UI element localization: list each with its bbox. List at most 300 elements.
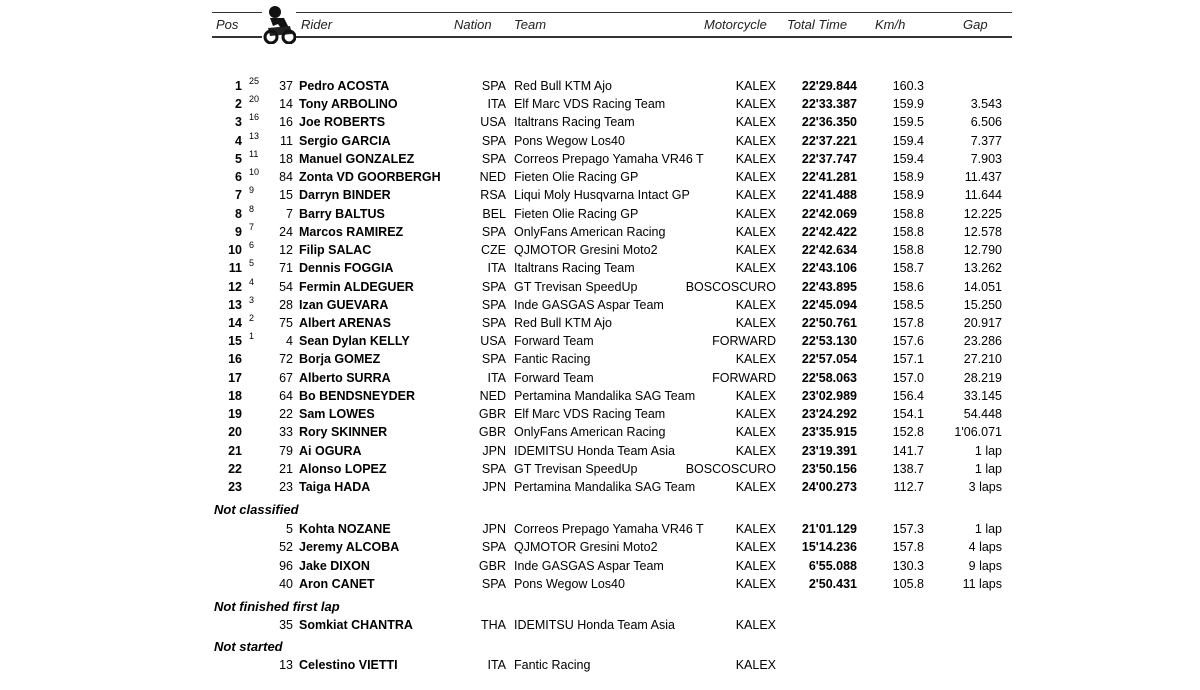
cell-motorcycle: KALEX: [735, 115, 776, 130]
cell-gap: 20.917: [963, 315, 1002, 330]
cell-rider-number: 64: [279, 388, 293, 403]
header-gap: Gap: [963, 17, 988, 32]
cell-motorcycle: KALEX: [735, 206, 776, 221]
cell-rider-name: Jake DIXON: [299, 558, 370, 573]
cell-rider-name: Izan GUEVARA: [299, 297, 389, 312]
not-classified-heading: Not classified: [214, 502, 299, 517]
cell-team-name: Red Bull KTM Ajo: [514, 79, 612, 93]
cell-motorcycle: KALEX: [735, 576, 776, 591]
cell-speed-kmh: 157.1: [892, 352, 924, 367]
cell-speed-kmh: 156.4: [892, 388, 924, 403]
table-row: [0, 312, 1200, 331]
cell-nation: SPA: [481, 461, 506, 476]
cell-points: 8: [249, 203, 255, 214]
table-row: [0, 370, 1200, 386]
cell-speed-kmh: 158.8: [892, 224, 924, 239]
cell-points: 20: [249, 94, 260, 105]
cell-nation: JPN: [482, 443, 506, 458]
cell-motorcycle: KALEX: [735, 558, 776, 573]
cell-gap: 12.790: [963, 243, 1002, 258]
cell-rider-number: 33: [279, 425, 293, 440]
cell-gap: 3 laps: [968, 480, 1002, 495]
cell-speed-kmh: 130.3: [892, 558, 924, 573]
cell-speed-kmh: 158.6: [892, 279, 924, 294]
cell-position: 13: [228, 297, 242, 312]
cell-speed-kmh: 112.7: [893, 480, 924, 495]
cell-points: 13: [249, 130, 260, 141]
cell-team-name: Liqui Moly Husqvarna Intact GP: [514, 188, 690, 203]
cell-motorcycle: BOSCOSCURO: [685, 461, 776, 476]
cell-team-name: Correos Prepago Yamaha VR46 T: [514, 522, 704, 536]
cell-speed-kmh: 157.3: [892, 522, 924, 536]
cell-rider-number: 84: [279, 170, 293, 185]
cell-gap: 13.262: [963, 261, 1002, 276]
cell-total-time: 22'33.387: [801, 97, 857, 112]
cell-nation: ITA: [487, 97, 506, 112]
cell-total-time: 22'43.895: [801, 279, 857, 294]
cell-total-time: 22'41.488: [801, 188, 857, 203]
table-row: [0, 539, 1200, 555]
cell-team-name: Pertamina Mandalika SAG Team: [514, 480, 696, 495]
cell-points: 16: [249, 112, 260, 123]
cell-rider-name: Sam LOWES: [299, 407, 375, 422]
cell-gap: 4 laps: [968, 540, 1002, 555]
header-pos: Pos: [216, 17, 239, 32]
cell-rider-number: 71: [279, 261, 293, 276]
cell-position: 11: [228, 261, 242, 276]
cell-total-time: 22'42.422: [801, 224, 857, 239]
cell-gap: 3.543: [970, 97, 1002, 112]
cell-motorcycle: FORWARD: [712, 334, 776, 349]
table-row: [0, 203, 1200, 222]
cell-nation: SPA: [481, 151, 506, 166]
cell-points: 9: [249, 185, 255, 196]
cell-rider-name: Zonta VD GOORBERGH: [299, 170, 441, 185]
cell-team-name: Red Bull KTM Ajo: [514, 315, 612, 330]
header-bottom-rule: [212, 36, 1012, 38]
cell-motorcycle: KALEX: [735, 352, 776, 367]
cell-nation: SPA: [481, 297, 506, 312]
cell-rider-number: 15: [279, 188, 293, 203]
cell-motorcycle: KALEX: [735, 261, 776, 276]
header-rider: Rider: [301, 17, 333, 32]
cell-total-time: 22'43.106: [801, 261, 857, 276]
table-row: [0, 558, 1200, 574]
cell-rider-number: 52: [279, 540, 293, 555]
cell-rider-name: Marcos RAMIREZ: [299, 224, 404, 239]
cell-speed-kmh: 158.9: [892, 188, 924, 203]
cell-speed-kmh: 154.1: [892, 407, 924, 422]
cell-motorcycle: KALEX: [735, 133, 776, 148]
cell-rider-name: Taiga HADA: [299, 480, 371, 495]
cell-rider-number: 13: [279, 658, 293, 672]
cell-gap: 33.145: [963, 388, 1002, 403]
cell-rider-name: Somkiat CHANTRA: [299, 618, 413, 632]
cell-total-time: 23'19.391: [801, 443, 857, 458]
cell-team-name: GT Trevisan SpeedUp: [514, 279, 638, 294]
cell-rider-number: 18: [279, 151, 293, 166]
cell-gap: 28.219: [963, 370, 1002, 385]
cell-points: 6: [249, 240, 255, 251]
table-row: [0, 187, 1200, 203]
table-row: [0, 479, 1200, 495]
cell-position: 12: [228, 279, 242, 294]
cell-speed-kmh: 157.8: [892, 315, 924, 330]
cell-rider-name: Jeremy ALCOBA: [299, 540, 400, 555]
cell-motorcycle: KALEX: [735, 170, 776, 185]
cell-total-time: 15'14.236: [801, 540, 857, 555]
cell-motorcycle: KALEX: [735, 79, 776, 93]
cell-rider-name: Manuel GONZALEZ: [299, 151, 415, 166]
cell-total-time: 22'42.634: [801, 243, 857, 258]
cell-speed-kmh: 158.7: [892, 261, 924, 276]
cell-team-name: Forward Team: [514, 370, 594, 385]
cell-rider-number: 67: [279, 370, 293, 385]
cell-motorcycle: KALEX: [735, 443, 776, 458]
cell-speed-kmh: 141.7: [892, 443, 924, 458]
cell-position: 21: [228, 443, 242, 458]
cell-motorcycle: KALEX: [735, 224, 776, 239]
cell-position: 17: [228, 370, 242, 385]
table-row: [0, 260, 1200, 276]
cell-speed-kmh: 159.4: [892, 133, 924, 148]
cell-nation: SPA: [481, 315, 506, 330]
cell-rider-number: 96: [279, 558, 293, 573]
table-row: [0, 96, 1200, 112]
cell-total-time: 22'37.747: [801, 151, 857, 166]
cell-nation: SPA: [481, 352, 506, 367]
cell-rider-name: Alberto SURRA: [299, 370, 391, 385]
cell-speed-kmh: 158.8: [892, 243, 924, 258]
cell-rider-name: Ai OGURA: [299, 443, 362, 458]
cell-nation: NED: [479, 388, 506, 403]
cell-rider-number: 54: [279, 279, 293, 294]
cell-rider-name: Barry BALTUS: [299, 206, 385, 221]
cell-position: 16: [228, 352, 242, 367]
cell-position: 18: [228, 388, 242, 403]
cell-points: 4: [249, 276, 255, 287]
cell-nation: USA: [480, 334, 506, 349]
table-row: [0, 521, 1200, 537]
cell-position: 20: [228, 425, 242, 440]
cell-team-name: Pertamina Mandalika SAG Team: [514, 388, 696, 403]
cell-total-time: 22'50.761: [801, 315, 857, 330]
cell-motorcycle: BOSCOSCURO: [685, 279, 776, 294]
cell-nation: USA: [480, 115, 506, 130]
cell-rider-number: 22: [279, 407, 293, 422]
table-row: [0, 221, 1200, 240]
cell-speed-kmh: 159.5: [892, 115, 924, 130]
cell-team-name: Italtrans Racing Team: [514, 261, 635, 276]
cell-team-name: GT Trevisan SpeedUp: [514, 461, 638, 476]
cell-motorcycle: KALEX: [735, 243, 776, 258]
cell-gap: 54.448: [963, 407, 1002, 422]
cell-nation: SPA: [481, 224, 506, 239]
cell-position: 1: [235, 79, 242, 93]
cell-rider-name: Darryn BINDER: [299, 188, 391, 203]
cell-nation: THA: [481, 618, 506, 632]
cell-position: 8: [235, 206, 242, 221]
cell-motorcycle: KALEX: [735, 540, 776, 555]
motorcycle-rider-icon: [262, 4, 296, 44]
cell-gap: 27.210: [963, 352, 1002, 367]
cell-total-time: 22'58.063: [801, 370, 857, 385]
cell-nation: RSA: [480, 188, 506, 203]
cell-speed-kmh: 157.0: [892, 370, 924, 385]
cell-nation: BEL: [482, 206, 506, 221]
cell-total-time: 23'02.989: [801, 388, 857, 403]
cell-gap: 1 lap: [974, 461, 1002, 476]
cell-motorcycle: KALEX: [735, 297, 776, 312]
cell-motorcycle: KALEX: [735, 522, 776, 536]
cell-team-name: Pons Wegow Los40: [514, 133, 625, 148]
table-row: [0, 114, 1200, 130]
table-row: [0, 461, 1200, 477]
cell-motorcycle: KALEX: [735, 151, 776, 166]
cell-rider-name: Tony ARBOLINO: [299, 97, 398, 112]
cell-nation: SPA: [481, 79, 506, 93]
cell-total-time: 22'45.094: [801, 297, 857, 312]
table-row: [0, 388, 1200, 404]
cell-nation: JPN: [482, 480, 506, 495]
cell-motorcycle: KALEX: [735, 618, 776, 632]
cell-nation: CZE: [481, 243, 506, 258]
table-row: [0, 276, 1200, 295]
cell-gap: 9 laps: [968, 558, 1002, 573]
cell-rider-name: Joe ROBERTS: [299, 115, 386, 130]
cell-motorcycle: KALEX: [735, 315, 776, 330]
not-started-heading: Not started: [214, 639, 283, 654]
cell-total-time: 23'24.292: [801, 407, 857, 422]
cell-motorcycle: FORWARD: [712, 370, 776, 385]
cell-rider-name: Rory SKINNER: [299, 425, 388, 440]
cell-team-name: OnlyFans American Racing: [514, 224, 666, 239]
cell-nation: ITA: [487, 370, 506, 385]
cell-total-time: 23'50.156: [801, 461, 857, 476]
cell-speed-kmh: 157.6: [892, 334, 924, 349]
cell-total-time: 2'50.431: [808, 576, 857, 591]
cell-points: 1: [249, 331, 255, 342]
cell-position: 22: [228, 461, 242, 476]
cell-nation: GBR: [478, 425, 506, 440]
cell-rider-name: Sean Dylan KELLY: [299, 334, 410, 349]
cell-gap: 11 laps: [962, 576, 1002, 591]
cell-gap: 1 lap: [974, 443, 1002, 458]
cell-position: 5: [235, 151, 242, 166]
cell-total-time: 22'53.130: [801, 334, 857, 349]
cell-position: 9: [235, 224, 242, 239]
cell-team-name: Fieten Olie Racing GP: [514, 206, 639, 221]
cell-rider-name: Alonso LOPEZ: [299, 461, 387, 476]
cell-nation: GBR: [478, 558, 506, 573]
cell-position: 15: [228, 334, 242, 349]
cell-motorcycle: KALEX: [735, 188, 776, 203]
not-finished-heading: Not finished first lap: [214, 599, 340, 614]
cell-total-time: 22'36.350: [801, 115, 857, 130]
header-nation: Nation: [454, 17, 492, 32]
cell-points: 5: [249, 258, 255, 269]
cell-position: 19: [228, 407, 242, 422]
cell-nation: ITA: [487, 261, 506, 276]
cell-motorcycle: KALEX: [735, 480, 776, 495]
table-row: [0, 169, 1200, 185]
cell-team-name: Fieten Olie Racing GP: [514, 170, 639, 185]
cell-speed-kmh: 159.4: [892, 151, 924, 166]
cell-rider-number: 5: [286, 522, 293, 536]
header-total-time: Total Time: [787, 17, 848, 32]
cell-motorcycle: KALEX: [735, 388, 776, 403]
cell-rider-number: 37: [279, 79, 293, 93]
cell-total-time: 24'00.273: [801, 480, 857, 495]
header-motorcycle: Motorcycle: [704, 17, 767, 32]
table-row: [0, 406, 1200, 422]
cell-total-time: 6'55.088: [808, 558, 857, 573]
cell-team-name: IDEMITSU Honda Team Asia: [514, 618, 675, 632]
cell-rider-name: Celestino VIETTI: [299, 658, 398, 672]
cell-gap: 7.377: [970, 133, 1002, 148]
table-row: [0, 78, 1200, 94]
cell-position: 23: [228, 480, 242, 495]
table-row: [0, 333, 1200, 349]
cell-gap: 23.286: [963, 334, 1002, 349]
cell-position: 4: [235, 133, 242, 148]
cell-total-time: 22'29.844: [801, 79, 857, 93]
cell-points: 10: [249, 167, 260, 178]
cell-points: 25: [249, 76, 260, 86]
cell-rider-number: 72: [279, 352, 293, 367]
cell-rider-number: 12: [279, 243, 293, 258]
cell-total-time: 22'37.221: [801, 133, 857, 148]
cell-rider-number: 79: [279, 443, 293, 458]
cell-rider-number: 21: [279, 461, 293, 476]
cell-nation: SPA: [481, 576, 506, 591]
cell-nation: ITA: [487, 658, 506, 672]
cell-speed-kmh: 160.3: [892, 79, 924, 93]
cell-speed-kmh: 158.5: [892, 297, 924, 312]
cell-points: 11: [249, 148, 259, 159]
cell-rider-number: 11: [280, 133, 293, 148]
cell-speed-kmh: 158.8: [892, 206, 924, 221]
table-row: [0, 576, 1200, 592]
table-row: [0, 130, 1200, 149]
cell-rider-number: 28: [279, 297, 293, 312]
cell-rider-name: Kohta NOZANE: [299, 522, 391, 536]
table-row: [0, 294, 1200, 313]
cell-rider-name: Albert ARENAS: [299, 315, 391, 330]
cell-position: 6: [235, 170, 242, 185]
cell-rider-name: Dennis FOGGIA: [299, 261, 394, 276]
cell-gap: 7.903: [970, 151, 1002, 166]
cell-team-name: Italtrans Racing Team: [514, 115, 635, 130]
cell-speed-kmh: 157.8: [892, 540, 924, 555]
cell-rider-name: Sergio GARCIA: [299, 133, 391, 148]
cell-rider-number: 14: [279, 97, 293, 112]
table-row: [0, 617, 1200, 633]
cell-team-name: OnlyFans American Racing: [514, 425, 666, 440]
cell-points: 2: [249, 312, 255, 323]
table-row: [0, 242, 1200, 258]
header-team: Team: [514, 17, 547, 32]
cell-team-name: QJMOTOR Gresini Moto2: [514, 540, 658, 555]
cell-gap: 11.437: [964, 170, 1002, 185]
cell-team-name: Forward Team: [514, 334, 594, 349]
cell-gap: 1 lap: [974, 522, 1002, 536]
table-row: [0, 424, 1200, 440]
cell-rider-number: 23: [279, 480, 293, 495]
cell-rider-name: Pedro ACOSTA: [299, 79, 390, 93]
cell-total-time: 23'35.915: [801, 425, 857, 440]
table-row: [0, 443, 1200, 459]
cell-gap: 12.225: [963, 206, 1002, 221]
cell-total-time: 22'42.069: [801, 206, 857, 221]
cell-position: 14: [228, 315, 242, 330]
cell-team-name: QJMOTOR Gresini Moto2: [514, 243, 658, 258]
cell-nation: SPA: [481, 540, 506, 555]
cell-team-name: Pons Wegow Los40: [514, 576, 625, 591]
cell-speed-kmh: 152.8: [892, 425, 924, 440]
cell-rider-number: 24: [279, 224, 293, 239]
cell-rider-name: Aron CANET: [299, 576, 375, 591]
cell-total-time: 22'41.281: [801, 170, 857, 185]
cell-gap: 12.578: [963, 224, 1002, 239]
cell-gap: 6.506: [970, 115, 1002, 130]
cell-rider-name: Bo BENDSNEYDER: [299, 388, 415, 403]
cell-total-time: 21'01.129: [801, 522, 857, 536]
cell-team-name: Inde GASGAS Aspar Team: [514, 558, 664, 573]
header-kmh: Km/h: [875, 17, 906, 32]
header-top-rule: [212, 12, 1012, 13]
cell-speed-kmh: 158.9: [892, 170, 924, 185]
cell-rider-number: 75: [279, 315, 293, 330]
cell-team-name: Inde GASGAS Aspar Team: [514, 297, 664, 312]
cell-gap: 11.644: [964, 188, 1002, 203]
cell-points: 7: [249, 221, 255, 232]
cell-rider-number: 35: [279, 618, 293, 632]
cell-motorcycle: KALEX: [735, 407, 776, 422]
cell-position: 3: [235, 115, 242, 130]
cell-rider-number: 16: [279, 115, 293, 130]
cell-rider-number: 40: [279, 576, 293, 591]
cell-speed-kmh: 138.7: [892, 461, 924, 476]
cell-motorcycle: KALEX: [735, 658, 776, 672]
cell-position: 10: [228, 243, 242, 258]
cell-team-name: Elf Marc VDS Racing Team: [514, 407, 666, 422]
table-row: [0, 351, 1200, 367]
cell-team-name: Fantic Racing: [514, 658, 591, 672]
cell-total-time: 22'57.054: [801, 352, 857, 367]
cell-team-name: IDEMITSU Honda Team Asia: [514, 443, 675, 458]
cell-rider-number: 4: [286, 334, 293, 349]
cell-position: 7: [235, 188, 242, 203]
cell-nation: SPA: [481, 133, 506, 148]
cell-speed-kmh: 159.9: [892, 97, 924, 112]
cell-rider-name: Borja GOMEZ: [299, 352, 381, 367]
cell-nation: SPA: [481, 279, 506, 294]
cell-points: 3: [249, 294, 255, 305]
table-row: [0, 657, 1200, 673]
cell-rider-name: Fermin ALDEGUER: [299, 279, 414, 294]
cell-gap: 1'06.071: [954, 425, 1002, 440]
cell-motorcycle: KALEX: [735, 97, 776, 112]
cell-position: 2: [235, 97, 242, 112]
cell-motorcycle: KALEX: [735, 425, 776, 440]
cell-rider-name: Filip SALAC: [299, 243, 372, 258]
cell-gap: 14.051: [963, 279, 1002, 294]
cell-speed-kmh: 105.8: [892, 576, 924, 591]
cell-nation: JPN: [482, 522, 506, 536]
cell-nation: NED: [479, 170, 506, 185]
cell-team-name: Elf Marc VDS Racing Team: [514, 97, 666, 112]
